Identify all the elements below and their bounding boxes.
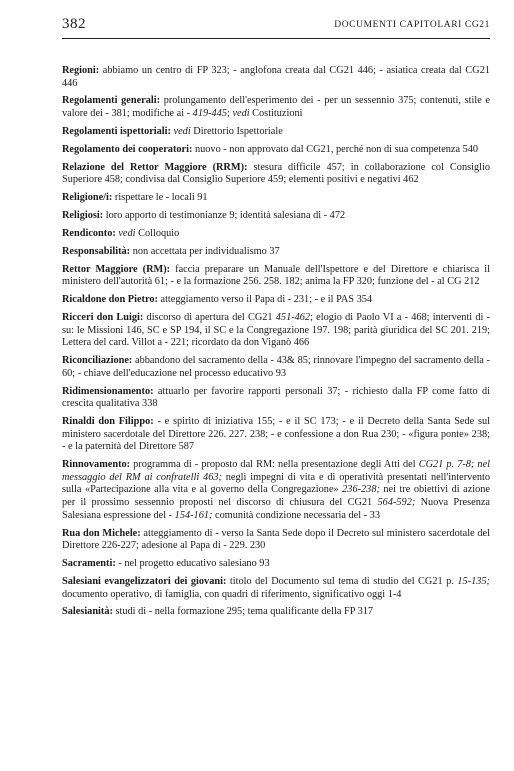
term-separator: : bbox=[99, 210, 106, 222]
page-number: 382 bbox=[62, 16, 86, 32]
index-reference-text: Colloquio bbox=[135, 228, 180, 240]
index-term: Responsabilità bbox=[62, 245, 127, 257]
term-separator: : bbox=[108, 192, 115, 204]
index-reference-text: stesura difficile 457; in collaborazione col Consiglio Superiore 458; condivisa dal Consiglio Superiore 459; elementi positivi e negativi 462 bbox=[62, 161, 490, 186]
index-entry bbox=[62, 576, 490, 601]
index-entry bbox=[62, 228, 490, 241]
term-separator: : bbox=[112, 558, 119, 570]
index-term: Regolamenti generali bbox=[62, 95, 157, 107]
index-entry bbox=[62, 558, 490, 571]
index-term: Rinaldi don Filippo bbox=[62, 416, 151, 428]
index-reference-italic: vedi bbox=[232, 108, 250, 120]
index-term: Regolamenti ispettoriali bbox=[62, 125, 168, 137]
index-reference-text: - nel progetto educativo salesiano 93 bbox=[118, 558, 270, 570]
index-reference-text: abbiamo un centro di FP 323; - anglofona creata dal CG21 446; - asiatica creata dal CG21 446 bbox=[62, 65, 490, 89]
index-term: Riconciliazione bbox=[62, 355, 129, 367]
term-separator: : bbox=[150, 385, 158, 397]
index-reference-text: abbandono del sacramento della - 43& 85; rinnovare l'impegno del sacramento della - 60; - chiave dell'educazione nel processo educativo 93 bbox=[62, 355, 490, 379]
index-entry bbox=[62, 606, 490, 619]
index-reference-italic: 236-238; bbox=[342, 484, 380, 496]
index-reference-italic: vedi bbox=[173, 125, 191, 137]
index-reference-text: negli impegni di vita e di operatività presentati nell'intervento sulla «Partecipazione alla vita e al governo della Congregazione» bbox=[62, 471, 490, 496]
index-term: Rinnovamento bbox=[62, 459, 127, 471]
index-reference-text: atteggiamento verso il Papa di - 231; - e il PAS 354 bbox=[160, 294, 373, 306]
index-term: Regioni bbox=[62, 65, 96, 76]
index-reference-text: studi di - nella formazione 295; tema qualificante della FP 317 bbox=[115, 606, 374, 618]
term-separator: : bbox=[222, 575, 230, 587]
index-entry bbox=[62, 144, 490, 157]
index-entry bbox=[62, 95, 490, 120]
index-reference-text: nei tre obiettivi di azione per il prossimo sessennio proposti nel discorso di chiusura del CG21 bbox=[62, 484, 490, 509]
index-term: Ridimensionamento bbox=[62, 385, 151, 397]
index-reference-italic: 419-445 bbox=[192, 108, 227, 120]
index-reference-text: attuarlo per favorire rapporti personali 37; - richiesto dalla FP come fatto di crescita qualitativa 338 bbox=[62, 385, 490, 410]
term-separator: : bbox=[139, 312, 147, 324]
term-separator: : bbox=[137, 527, 144, 539]
index-reference-text: Costituzioni bbox=[249, 108, 303, 120]
index-reference-text: rispettare le - locali 91 bbox=[114, 192, 208, 204]
index-term: Ricaldone don Pietro bbox=[62, 294, 155, 306]
index-term: Rettor Maggiore (RM) bbox=[62, 263, 167, 275]
index-entry bbox=[62, 65, 490, 90]
term-separator: : bbox=[150, 416, 158, 428]
index-entries bbox=[62, 65, 490, 619]
index-entry bbox=[62, 264, 490, 289]
term-separator: : bbox=[109, 606, 116, 618]
index-reference-text: non accettata per individualismo 37 bbox=[132, 245, 280, 257]
index-term: Ricceri don Luigi bbox=[62, 312, 140, 324]
index-reference-text: faccia preparare un Manuale dell'Ispettore e del Direttore e chiarisca il ministero dell'autorità 61; - e la formazione 256. 258. 182; anima la FP 320; funzione del - al CG 212 bbox=[62, 263, 491, 288]
index-term: Rendiconto bbox=[62, 228, 113, 240]
index-entry bbox=[62, 355, 490, 380]
index-entry bbox=[62, 386, 490, 411]
document-page bbox=[62, 14, 490, 624]
index-reference-text: ; bbox=[227, 108, 233, 120]
index-reference-text: loro apporto di testimonianze 9; identità salesiana di - 472 bbox=[105, 210, 346, 222]
index-reference-text: ; elogio di Paolo VI a - 468; interventi di - su: le Missioni 146, SC e SP 194, il SC e la Congregazione 197. 198; parità giuridica del SC 201. 219; Lettera del card. Villot a - 221; ricordato da don Viganò 466 bbox=[62, 312, 491, 349]
index-reference-text: titolo del Documento sul tema di studio del CG21 p. bbox=[229, 575, 458, 587]
index-reference-italic: 15-135; bbox=[457, 575, 490, 587]
running-head: DOCUMENTI CAPITOLARI CG21 bbox=[334, 20, 490, 30]
page-header bbox=[62, 14, 490, 39]
index-reference-text: discorso di apertura del CG21 bbox=[146, 312, 276, 324]
term-separator: : bbox=[244, 161, 254, 173]
index-entry bbox=[62, 210, 490, 223]
term-separator: : bbox=[156, 95, 164, 107]
index-entry bbox=[62, 192, 490, 205]
index-reference-text: Nuova Presenza Salesiana espressione del - bbox=[62, 497, 490, 521]
term-separator: : bbox=[154, 294, 161, 306]
term-separator: : bbox=[167, 125, 174, 137]
index-reference-italic: 154-161; bbox=[174, 509, 213, 521]
term-separator: : bbox=[95, 65, 103, 76]
index-term: Salesianità bbox=[62, 606, 110, 618]
index-reference-italic: CG21 p. 7-8; nel messaggio del RM ai confratelli 463; bbox=[62, 459, 491, 483]
index-reference-text: documento operativo, di famiglia, con quadri di riferimento, significativo oggi 1-4 bbox=[62, 588, 402, 600]
index-reference-italic: 451-462 bbox=[275, 312, 311, 324]
term-separator: : bbox=[128, 355, 136, 367]
index-reference-italic: 564-592; bbox=[377, 497, 416, 509]
index-reference-text: nuovo - non approvato dal CG21, perché non di sua competenza 540 bbox=[194, 143, 479, 155]
index-entry bbox=[62, 162, 490, 187]
index-entry bbox=[62, 246, 490, 259]
term-separator: : bbox=[126, 459, 134, 471]
index-reference-text: prolungamento dell'esperimento dei - per un sessennio 375; contenuti, stile e valore dei - 381; modifiche ai - bbox=[62, 95, 490, 120]
index-reference-text: atteggiamento di - verso la Santa Sede dopo il Decreto sul ministero sacerdotale del Direttore 226-227; adesione al Papa di - 229. 230 bbox=[62, 527, 490, 552]
index-term: Rua don Michele bbox=[62, 527, 138, 539]
index-reference-text: - e spirito di iniziativa 155; - e il SC 173; - e il Decreto della Santa Sede sul ministero sacerdotale del Direttore 226. 227. 238; - e confessione a don Rua 230; - «figura ponte» 238; - e la paternità del Direttore 587 bbox=[62, 416, 490, 453]
index-entry bbox=[62, 126, 490, 139]
index-term: Salesiani evangelizzatori dei giovani bbox=[62, 575, 223, 587]
index-term: Relazione del Rettor Maggiore (RRM) bbox=[62, 161, 245, 173]
index-term: Religiosi bbox=[62, 210, 100, 222]
index-entry bbox=[62, 528, 490, 553]
index-term: Regolamento dei cooperatori bbox=[62, 143, 189, 155]
index-reference-italic: vedi bbox=[118, 228, 136, 240]
index-entry bbox=[62, 459, 490, 522]
term-separator: : bbox=[166, 263, 176, 275]
index-reference-text: Direttorio Ispettoriale bbox=[190, 125, 283, 137]
index-reference-text: comunità condizione necessaria del - 33 bbox=[212, 509, 380, 521]
index-term: Religione/i bbox=[62, 192, 109, 204]
term-separator: : bbox=[188, 143, 195, 155]
index-entry bbox=[62, 416, 490, 454]
term-separator: : bbox=[112, 228, 119, 240]
index-entry bbox=[62, 294, 490, 307]
index-entry bbox=[62, 312, 490, 350]
index-reference-text: programma di - proposto dal RM: nella presentazione degli Atti del bbox=[133, 459, 419, 471]
term-separator: : bbox=[126, 245, 133, 257]
index-term: Sacramenti bbox=[62, 558, 113, 570]
